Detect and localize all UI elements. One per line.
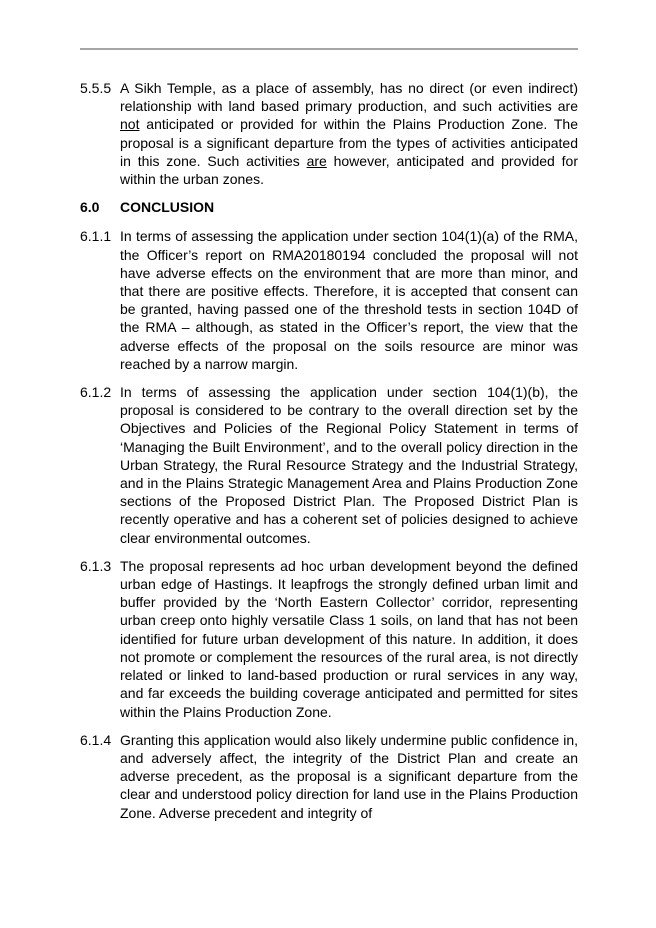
paragraph-text: Granting this application would also likely undermine public confidence in, and adversely affect, the integrity of the District Plan and create an adverse precedent, as the proposal is a significant departure from the clear and understood policy direction for land use in the Plains Production Zone. Adverse precedent and integrity of — [120, 731, 578, 821]
paragraph-5-5-5 — [80, 79, 578, 188]
underlined-word: are — [306, 152, 327, 169]
paragraph-number: 6.1.2 — [80, 384, 112, 401]
paragraph-6-1-4 — [80, 731, 578, 822]
paragraph-6-1-3 — [80, 557, 578, 721]
paragraph-text: A Sikh Temple, as a place of assembly, has no direct (or even indirect) relationship with land based primary production, and such activities are not anticipated or provided for within the Plains Production Zone. The proposal is a significant departure from the types of activities anticipated in this zone. Such activities are however, anticipated and provided for within the urban zones. — [120, 80, 578, 188]
header-rule — [80, 48, 578, 50]
paragraph-6-1-2 — [80, 383, 578, 547]
section-title: CONCLUSION — [120, 199, 215, 216]
paragraph-text: In terms of assessing the application under section 104(1)(b), the proposal is considered to be contrary to the overall direction set by the Objectives and Policies of the Regional Policy Statement in terms of ‘Managing the Built Environment’, and to the overall policy direction in the Urban Strategy, the Rural Resource Strategy and the Industrial Strategy, and in the Plains Strategic Management Area and Plains Production Zone sections of the Proposed District Plan. The Proposed District Plan is recently operative and has a coherent set of policies designed to achieve clear environmental outcomes. — [120, 384, 578, 546]
paragraph-number: 6.1.4 — [80, 731, 112, 748]
paragraph-number: 6.1.1 — [80, 228, 112, 245]
paragraph-text: The proposal represents ad hoc urban development beyond the defined urban edge of Hastings. It leapfrogs the strongly defined urban limit and buffer provided by the ‘North Eastern Collector’ corridor, representing urban creep onto highly versatile Class 1 soils, on land that has not been identified for future urban development of this nature. In addition, it does not promote or complement the resources of the rural area, is not directly related or linked to land-based production or rural services in any way, and far exceeds the building coverage anticipated and permitted for sites within the Plains Production Zone. — [120, 557, 578, 720]
page-content — [80, 79, 578, 832]
paragraph-text: In terms of assessing the application under section 104(1)(a) of the RMA, the Officer’s report on RMA20180194 concluded the proposal will not have adverse effects on the environment that are more than minor, and that there are positive effects. Therefore, it is accepted that consent can be granted, having passed one of the threshold tests in section 104D of the RMA – although, as stated in the Officer’s report, the view that the adverse effects of the proposal on the soils resource are minor was reached by a narrow margin. — [120, 228, 578, 372]
paragraph-number: 6.1.3 — [80, 557, 112, 574]
paragraph-number: 5.5.5 — [80, 80, 112, 96]
section-heading — [80, 198, 578, 216]
paragraph-6-1-1 — [80, 227, 578, 373]
section-number: 6.0 — [80, 199, 100, 216]
underlined-word: not — [120, 116, 140, 133]
